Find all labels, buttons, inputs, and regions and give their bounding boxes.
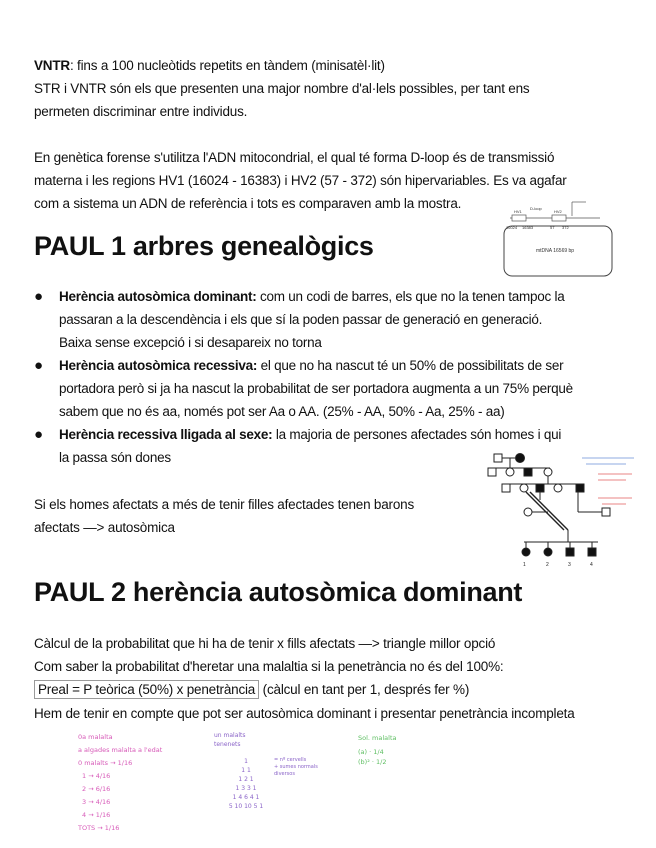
hand-note: 1 → 4/16 [82, 772, 111, 780]
autosomal-note-2: afectats —> autosòmica [34, 520, 175, 535]
hand-note: 4 → 1/16 [82, 811, 111, 819]
hand-note: diversos [274, 771, 295, 777]
hand-note: 2 → 6/16 [82, 785, 111, 793]
hand-note: Sol. malalta [358, 734, 397, 742]
pos-372: 372 [562, 225, 569, 230]
hand-note: 1 3 3 1 [235, 785, 257, 792]
list-item [34, 285, 624, 354]
dloop-label: D-loop [530, 206, 542, 211]
bullet-text: sabem que no és aa, només pot ser Aa o AA. (25% - AA, 50% - Aa, 25% - aa) [59, 404, 505, 419]
forensic-line-3: com a sistema un ADN de referència i tots es comparaven amb la mostra. [34, 196, 462, 211]
hand-note: 1 1 [241, 767, 251, 774]
hand-note: 1 [244, 758, 248, 765]
hand-note: + sumes normals [274, 764, 318, 770]
purple-handwriting [214, 731, 318, 810]
bullet-dot: ● [34, 426, 43, 443]
list-item [34, 354, 624, 423]
probability-line-1: Càlcul de la probabilitat que hi ha de tenir x fills afectats —> triangle millor opció [34, 636, 496, 651]
hv1-label: HV1 [514, 209, 522, 214]
mtdna-label: mtDNA 16569 bp [536, 248, 575, 254]
pedigree-number: 1 [523, 562, 526, 568]
pascal-notes [274, 757, 324, 778]
forensic-line-2: materna i les regions HV1 (16024 - 16383) i HV2 (57 - 372) són hipervariables. Es va agafar [34, 173, 567, 188]
hand-note: a algades malalta a l'edat [78, 746, 163, 754]
str-vntr-line-2: permeten discriminar entre individus. [34, 104, 248, 119]
hand-note: 5 10 10 5 1 [228, 803, 264, 810]
bullet-text: Baixa sense excepció i si desapareix no torna [59, 335, 322, 350]
vntr-term: VNTR [34, 58, 70, 73]
bullet-term: Herència recessiva lligada al sexe: [59, 427, 273, 442]
section2-title: PAUL 2 herència autosòmica dominant [34, 577, 523, 607]
vntr-line [34, 54, 385, 77]
bullet-text: passaran a la descendència i els que sí la poden passar de generació en generació. [59, 312, 543, 327]
bullet-text: la passa són dones [59, 450, 171, 465]
bullet-dot: ● [34, 288, 43, 305]
autosomal-note-1: Si els homes afectats a més de tenir filles afectades tenen barons [34, 497, 415, 512]
green-handwriting [358, 733, 396, 767]
bullet-dot: ● [34, 357, 43, 374]
vntr-definition: : fins a 100 nucleòtids repetits en tàndem (minisatèl·lit) [69, 58, 385, 73]
hand-note: 0 malalts → 1/16 [78, 759, 133, 767]
hand-note: 1 2 1 [238, 776, 254, 783]
hand-note: tenenets [214, 741, 241, 748]
pos-16383: 16383 [522, 225, 534, 230]
formula-note: (càlcul en tant per 1, després fer %) [259, 682, 470, 697]
hand-note: (b)² · 1/2 [358, 758, 387, 766]
formula-line [34, 678, 469, 701]
pos-16024: 16024 [506, 225, 518, 230]
mtdna-diagram [500, 198, 618, 280]
hv2-label: HV2 [554, 209, 562, 214]
hand-note: (a) · 1/4 [358, 748, 384, 756]
hand-note: TOTS → 1/16 [78, 824, 120, 832]
bullet-text: com un codi de barres, els que no la tenen tampoc la [256, 289, 565, 304]
hand-note: = nº cervells [274, 757, 307, 763]
pedigree-number: 2 [546, 562, 549, 568]
pedigree-number: 3 [568, 562, 571, 568]
bullet-text: el que no ha nascut té un 50% de possibilitats de ser [257, 358, 564, 373]
penetrance-line: Hem de tenir en compte que pot ser autosòmica dominant i presentar penetrància incompleta [34, 706, 575, 721]
bullet-text: la majoria de persones afectades són homes i qui [272, 427, 562, 442]
section1-title: PAUL 1 arbres genealògics [34, 231, 374, 261]
hand-note: 0a malalta [78, 733, 113, 741]
forensic-line-1: En genètica forense s'utilitza l'ADN mitocondrial, el qual té forma D-loop és de transmissió [34, 150, 555, 165]
bullet-term: Herència autosòmica recessiva: [59, 358, 258, 373]
bullet-text: portadora però si ja ha nascut la probabilitat de ser portadora augmenta a un 75% perquè [59, 381, 573, 396]
probability-line-2: Com saber la probabilitat d'heretar una malaltia si la penetrància no és del 100%: [34, 659, 504, 674]
pascal-triangle [226, 757, 266, 811]
hand-note: 1 4 6 4 1 [232, 794, 260, 801]
pink-handwriting [78, 731, 162, 835]
hand-note: un malalts [214, 732, 246, 739]
inheritance-list [34, 285, 624, 469]
pedigree-diagram [486, 450, 638, 568]
hand-note: 3 → 4/16 [82, 798, 111, 806]
pedigree-number: 4 [590, 562, 593, 568]
formula-box: Preal = P teòrica (50%) x penetrància [34, 680, 259, 699]
pos-57: 57 [550, 225, 555, 230]
str-vntr-line: STR i VNTR són els que presenten una major nombre d'al·lels possibles, per tant ens [34, 81, 530, 96]
bullet-term: Herència autosòmica dominant: [59, 289, 257, 304]
